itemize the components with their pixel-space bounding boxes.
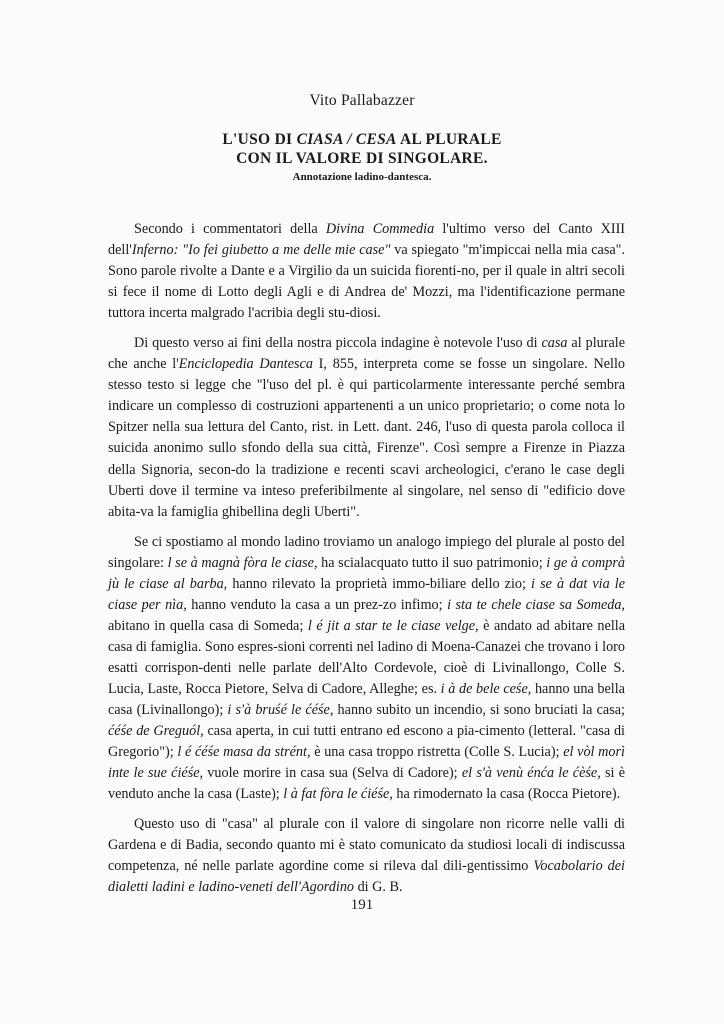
text-run: vuole morire in casa sua (Selva di Cadore); (203, 765, 462, 782)
text-run: di G. B. (354, 879, 403, 896)
text-run: l'ultimo verso del Canto XIII dell' (108, 221, 626, 259)
text-run: è andato ad abitare nella casa di famiglia. Sono espres-sioni correnti nel ladino di Moena-Canazei che trovano i loro esatti corrispon-denti nelle parlate dell'Alto Cordevole, cioè di Livinallongo, Colle S. Lucia, Laste, Rocca Pietore, Selva di Cadore, Alleghe; es. (108, 617, 626, 697)
text-run: ha scialacquato tutto il suo patrimonio; (317, 554, 547, 571)
italic-text-run: Divina Commedia (325, 221, 435, 237)
italic-text-run: Enciclopedia Dantesca (178, 356, 313, 373)
italic-text-run: i à de bele ceśe, (440, 680, 532, 697)
italic-text-run: Vocabolario dei dialetti ladini e ladino-veneti dell'Agordino (108, 858, 625, 896)
article-subtitle: Annotazione ladino-dantesca. (292, 171, 432, 183)
text-run: I, 855, interpreta come se fosse un singolare. Nello stesso testo si legge che "l'uso del pl. è qui particolarmente interessante perché sembra indicare un complesso di costruzioni appartenenti a un unico proprietario; o come nota lo Spitzer nella sua lettura del Canto, rist. in Lett. dant. 246, l'uso di questa parola colloca il suicida anonimo sullo sfondo della sua città, Firenze". Così sempre a Firenze in Piazza della Signoria, secon-do la tradizione e recenti scavi archeologici, c'erano le case degli Uberti dove il termine va inteso preferibilmente al singolare, nel senso di "edificio dove abita-va la famiglia ghibellina degli Uberti". (108, 356, 626, 520)
text-run: va spiegato "m'impiccai nella mia casa". Sono parole rivolte a Dante e a Virgilio da un suicida fiorenti-no, per il quale in altri secoli si fece il nome di Lotto degli Agli e di Andrea de' Mozzi, ma l'identificazione permane tuttora incerta malgrado l'acribia degli stu-diosi. (108, 242, 625, 322)
italic-text-run: el vòl morì inte le sue ćiéśe, (108, 744, 625, 782)
article-body (108, 219, 625, 907)
page-number: 191 (350, 897, 374, 913)
text-run: Secondo i commentatori della (134, 221, 326, 237)
text-run: hanno subito un incendio, si sono bruciati la casa; (333, 702, 625, 719)
text-run: Questo uso di "casa" al plurale con il valore di singolare non ricorre nelle valli di Gardena e di Badia, secondo quanto mi è stato comunicato da studiosi locali di indiscussa competenza, né nelle parlate agordine come si rileva dal dili-gentissimo (108, 816, 625, 875)
text-run: casa aperta, in cui tutti entrano ed escono a pia-cimento (letteral. "casa di Gregorio"); (108, 723, 625, 761)
body-paragraph (108, 532, 625, 806)
title-line-2: CON IL VALORE DI SINGOLARE. (236, 150, 488, 167)
author-name: Vito Pallabazzer (309, 92, 415, 109)
italic-text-run: Inferno: "Io fei giubetto a me delle mie case" (131, 242, 391, 259)
text-run: al plurale che anche l' (108, 335, 625, 373)
text-run: hanno venduto la casa a un prez-zo infimo; (186, 596, 448, 613)
text-run: Di questo verso ai fini della nostra piccola indagine è notevole l'uso di (134, 335, 542, 352)
italic-text-run: i s'à bruśé le ćéśe, (227, 702, 334, 719)
italic-text-run: l é jit a star te le ciase velge, (307, 617, 479, 634)
italic-text-run: i se à dat via le ciase per nìa, (108, 575, 626, 613)
italic-text-run: l é ćéśe masa da strént, (177, 744, 311, 761)
text-run: hanno una bella casa (Livinallongo); (108, 680, 625, 719)
text-run: abitano in quella casa di Someda; (108, 617, 308, 634)
title-text-italic: CIASA / CESA (296, 131, 397, 148)
italic-text-run: ćéśe de Greguól, (108, 723, 204, 740)
body-paragraph (108, 814, 625, 898)
italic-text-run: i sta te chele ciase sa Someda, (447, 596, 625, 613)
italic-text-run: casa (541, 335, 568, 352)
italic-text-run: i ge à comprà jù le ciase al barba, (108, 554, 625, 592)
article-title (0, 130, 724, 168)
title-text-suffix: AL PLURALE (396, 131, 502, 148)
body-paragraph (108, 333, 625, 522)
italic-text-run: l se à magnà fòra le ciase, (167, 554, 318, 571)
italic-text-run: l à fat fòra le ćiéśe, (283, 786, 393, 803)
text-run: si è venduto anche la casa (Laste); (108, 765, 625, 803)
body-paragraph (108, 219, 625, 324)
text-run: è una casa troppo ristretta (Colle S. Lucia); (310, 744, 564, 761)
italic-text-run: el s'à venù énća le ćèśe, (461, 765, 601, 782)
title-text-prefix: L'USO DI (222, 131, 297, 148)
text-run: Se ci spostiamo al mondo ladino troviamo un analogo impiego del plurale al posto del singolare: (108, 533, 625, 571)
text-run: ha rimodernato la casa (Rocca Pietore). (392, 786, 621, 803)
text-run: hanno rilevato la proprietà immo-biliare dello zio; (227, 575, 532, 592)
